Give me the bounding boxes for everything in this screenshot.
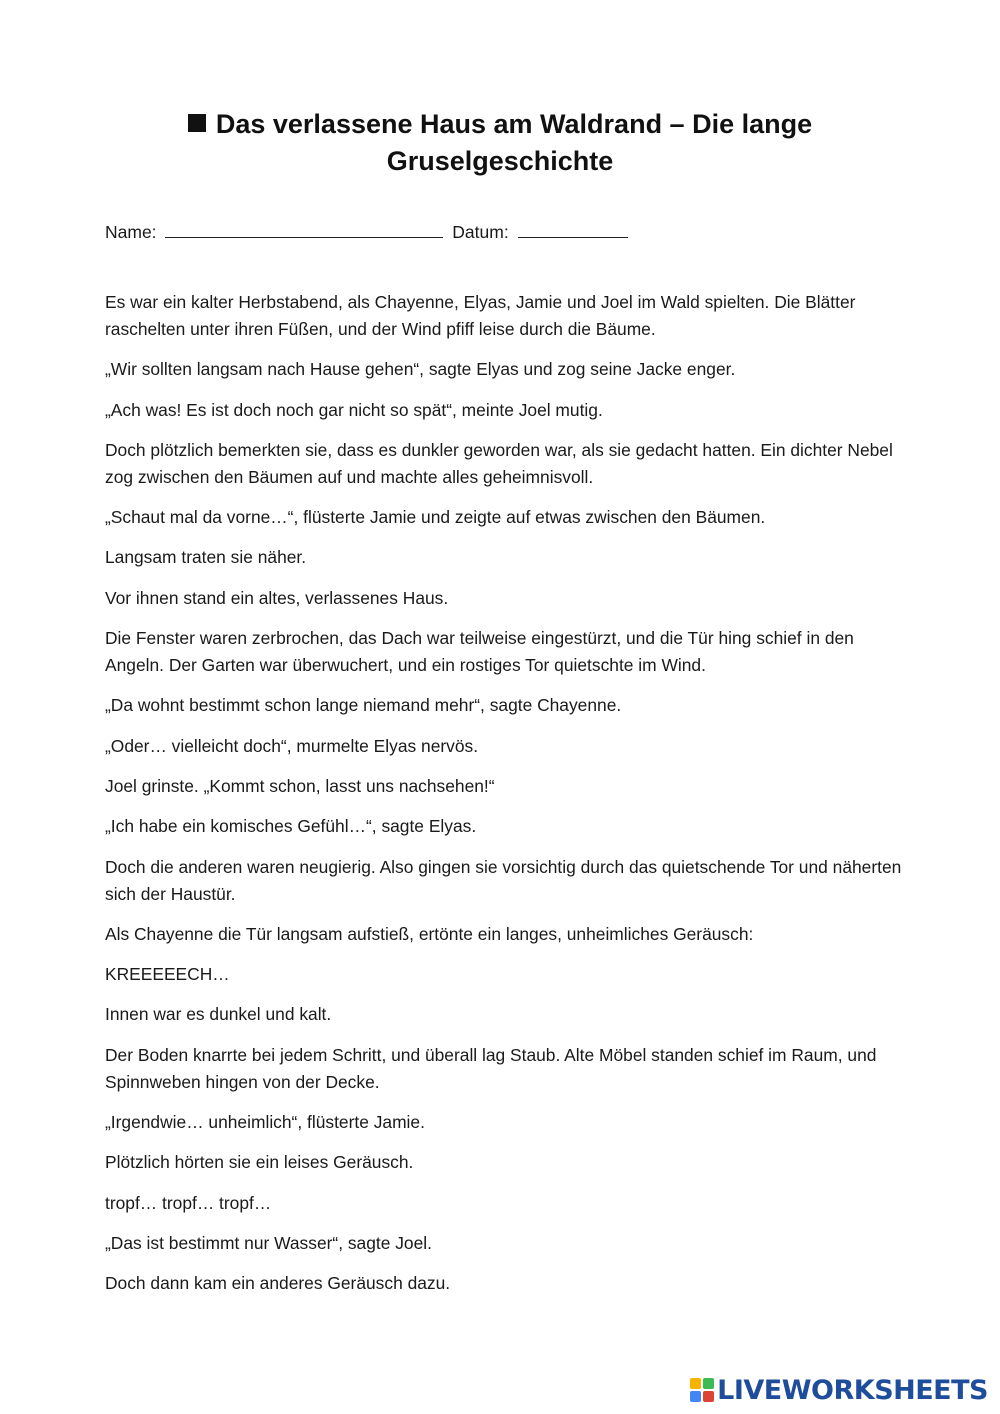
paragraph: Joel grinste. „Kommt schon, lasst uns nachsehen!“ xyxy=(105,775,495,796)
name-date-line xyxy=(105,220,628,244)
logo-square xyxy=(690,1378,701,1389)
logo-square xyxy=(690,1391,701,1402)
logo-square xyxy=(703,1391,714,1402)
paragraph: KREEEEECH… xyxy=(105,964,230,985)
paragraph: Der Boden knarrte bei jedem Schritt, und überall lag Staub. Alte Möbel standen schief im Raum, und Spinnweben hingen von der Decke. xyxy=(105,1044,877,1092)
paragraph: Als Chayenne die Tür langsam aufstieß, ertönte ein langes, unheimliches Geräusch: xyxy=(105,923,754,944)
logo-grid-icon xyxy=(690,1378,714,1402)
paragraph: Doch die anderen waren neugierig. Also gingen sie vorsichtig durch das quietschende Tor und näherten sich der Haustür. xyxy=(105,856,902,904)
paragraph: „Wir sollten langsam nach Hause gehen“, sagte Elyas und zog seine Jacke enger. xyxy=(105,359,736,380)
date-field[interactable] xyxy=(518,221,628,238)
name-field[interactable] xyxy=(165,221,443,238)
paragraph: Plötzlich hörten sie ein leises Geräusch. xyxy=(105,1152,414,1173)
paragraph: „Das ist bestimmt nur Wasser“, sagte Joel. xyxy=(105,1232,432,1253)
paragraph: Langsam traten sie näher. xyxy=(105,547,307,568)
paragraph: Vor ihnen stand ein altes, verlassenes Haus. xyxy=(105,587,449,608)
paragraph: Innen war es dunkel und kalt. xyxy=(105,1004,332,1025)
logo-square xyxy=(703,1378,714,1389)
paragraph: Die Fenster waren zerbrochen, das Dach war teilweise eingestürzt, und die Tür hing schief in den Angeln. Der Garten war überwuchert, und ein rostiges Tor quietschte im Wind. xyxy=(105,628,854,676)
paragraph: „Irgendwie… unheimlich“, flüsterte Jamie. xyxy=(105,1112,425,1133)
paragraph: „Ich habe ein komisches Gefühl…“, sagte Elyas. xyxy=(105,816,477,837)
liveworksheets-logo[interactable] xyxy=(690,1376,988,1404)
paragraph: tropf… tropf… tropf… xyxy=(105,1192,272,1213)
worksheet-title xyxy=(100,106,900,180)
paragraph: Doch plötzlich bemerkten sie, dass es dunkler geworden war, als sie gedacht hatten. Ein dichter Nebel zog zwischen den Bäumen auf und machte alles geheimnisvoll. xyxy=(105,439,893,487)
story-text xyxy=(105,289,905,1311)
paragraph: „Schaut mal da vorne…“, flüsterte Jamie und zeigte auf etwas zwischen den Bäumen. xyxy=(105,507,766,528)
paragraph: „Da wohnt bestimmt schon lange niemand mehr“, sagte Chayenne. xyxy=(105,695,622,716)
name-label: Name: xyxy=(105,222,157,242)
paragraph: „Ach was! Es ist doch noch gar nicht so spät“, meinte Joel mutig. xyxy=(105,399,603,420)
date-label: Datum: xyxy=(452,222,509,242)
paragraph: Doch dann kam ein anderes Geräusch dazu. xyxy=(105,1273,451,1294)
title-text: Das verlassene Haus am Waldrand – Die lange Gruselgeschichte xyxy=(215,109,813,176)
paragraph: Es war ein kalter Herbstabend, als Chayenne, Elyas, Jamie und Joel im Wald spielten. Die Blätter raschelten unter ihren Füßen, und der Wind pfiff leise durch die Bäume. xyxy=(105,292,856,339)
square-bullet-icon xyxy=(188,114,206,132)
logo-text: LIVEWORKSHEETS xyxy=(717,1374,988,1406)
paragraph: „Oder… vielleicht doch“, murmelte Elyas nervös. xyxy=(105,735,479,756)
